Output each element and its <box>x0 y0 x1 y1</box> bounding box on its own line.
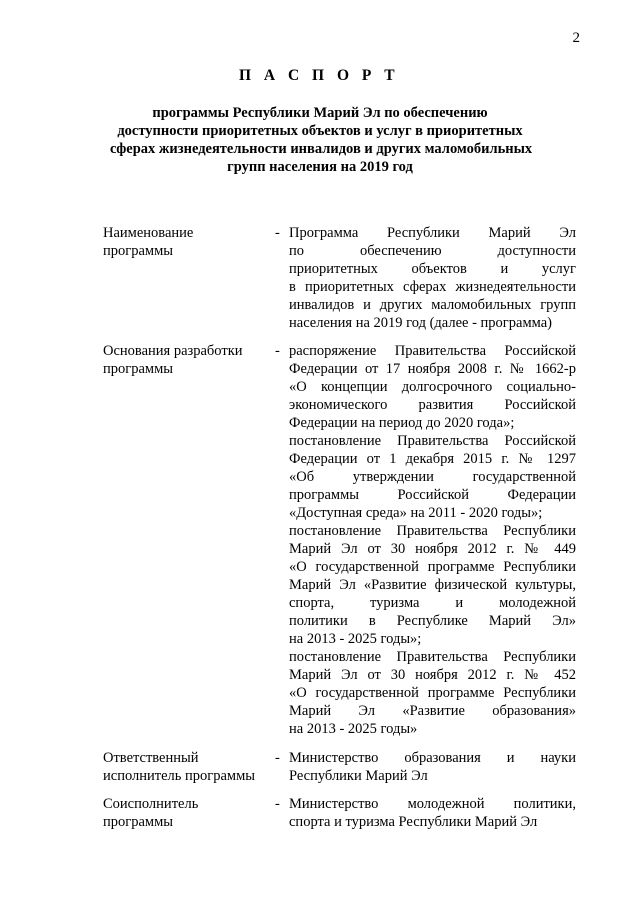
value-line: постановление Правительства Российской <box>289 433 576 449</box>
row-program-name <box>103 224 578 332</box>
document-title: П А С П О Р Т <box>238 67 400 84</box>
value-line: распоряжение Правительства Российской <box>289 343 576 359</box>
label-line: Ответственный <box>103 750 199 766</box>
value-line: Марий Эл «Развитие образования» <box>289 703 576 719</box>
value-line: Министерство образования и науки <box>289 750 576 766</box>
value-line: Программа Республики Марий Эл <box>289 225 576 241</box>
value-line: Федерации от 17 ноября 2008 г. № 1662-р <box>289 361 576 377</box>
passport-table <box>103 224 578 831</box>
value-line: «Об утверждении государственной <box>289 469 576 485</box>
value-line: Министерство молодежной политики, <box>289 796 576 812</box>
row-dash: - <box>275 225 280 241</box>
value-line: Федерации от 1 декабря 2015 г. № 1297 <box>289 451 576 467</box>
row-label <box>103 749 275 785</box>
value-line: «О государственной программе Республики <box>289 685 576 701</box>
value-line: по обеспечению доступности <box>289 243 576 259</box>
value-line: приоритетных объектов и услуг <box>289 261 576 277</box>
row-label <box>103 342 275 378</box>
row-dash: - <box>275 343 280 359</box>
row-co-executor <box>103 795 578 831</box>
label-line: Наименование <box>103 225 194 241</box>
value-line: Марий Эл от 30 ноября 2012 г. № 452 <box>289 667 576 683</box>
value-line: населения на 2019 год (далее - программа) <box>289 315 552 331</box>
value-line: «Доступная среда» на 2011 - 2020 годы»; <box>289 505 543 521</box>
value-line: спорта и туризма Республики Марий Эл <box>289 814 538 830</box>
label-line: программы <box>103 814 173 830</box>
subtitle-line: доступности приоритетных объектов и услуг в приоритетных <box>117 123 523 139</box>
document-subtitle <box>110 104 533 176</box>
row-label <box>103 795 275 831</box>
value-line: Республики Марий Эл <box>289 768 428 784</box>
value-line: в приоритетных сферах жизнедеятельности <box>289 279 576 295</box>
value-line: Марий Эл от 30 ноября 2012 г. № 449 <box>289 541 576 557</box>
value-line: Марий Эл «Развитие физической культуры, <box>289 577 576 593</box>
row-value <box>289 342 576 738</box>
value-line: постановление Правительства Республики <box>289 649 576 665</box>
value-line: программы Российской Федерации <box>289 487 576 503</box>
value-line: инвалидов и других маломобильных групп <box>289 297 576 313</box>
subtitle-line: сферах жизнедеятельности инвалидов и других маломобильных <box>110 141 533 157</box>
row-development-grounds <box>103 342 578 738</box>
subtitle-line: групп населения на 2019 год <box>227 159 413 175</box>
row-dash: - <box>275 750 280 766</box>
label-line: исполнитель программы <box>103 768 256 784</box>
label-line: программы <box>103 243 173 259</box>
row-value <box>289 224 576 332</box>
label-line: программы <box>103 361 173 377</box>
subtitle-line: программы Республики Марий Эл по обеспечению <box>152 105 488 121</box>
row-responsible-executor <box>103 749 578 785</box>
row-label <box>103 224 275 260</box>
value-line: «О государственной программе Республики <box>289 559 576 575</box>
value-line: постановление Правительства Республики <box>289 523 576 539</box>
value-line: Федерации на период до 2020 года»; <box>289 415 515 431</box>
label-line: Соисполнитель <box>103 796 199 812</box>
value-line: экономического развития Российской <box>289 397 576 413</box>
value-line: «О концепции долгосрочного социально- <box>289 379 576 395</box>
value-line: на 2013 - 2025 годы» <box>289 721 418 737</box>
label-line: Основания разработки <box>103 343 243 359</box>
page-number: 2 <box>572 30 580 46</box>
row-value <box>289 749 576 785</box>
row-dash: - <box>275 796 280 812</box>
row-value <box>289 795 576 831</box>
value-line: на 2013 - 2025 годы»; <box>289 631 422 647</box>
value-line: спорта, туризма и молодежной <box>289 595 576 611</box>
value-line: политики в Республике Марий Эл» <box>289 613 576 629</box>
